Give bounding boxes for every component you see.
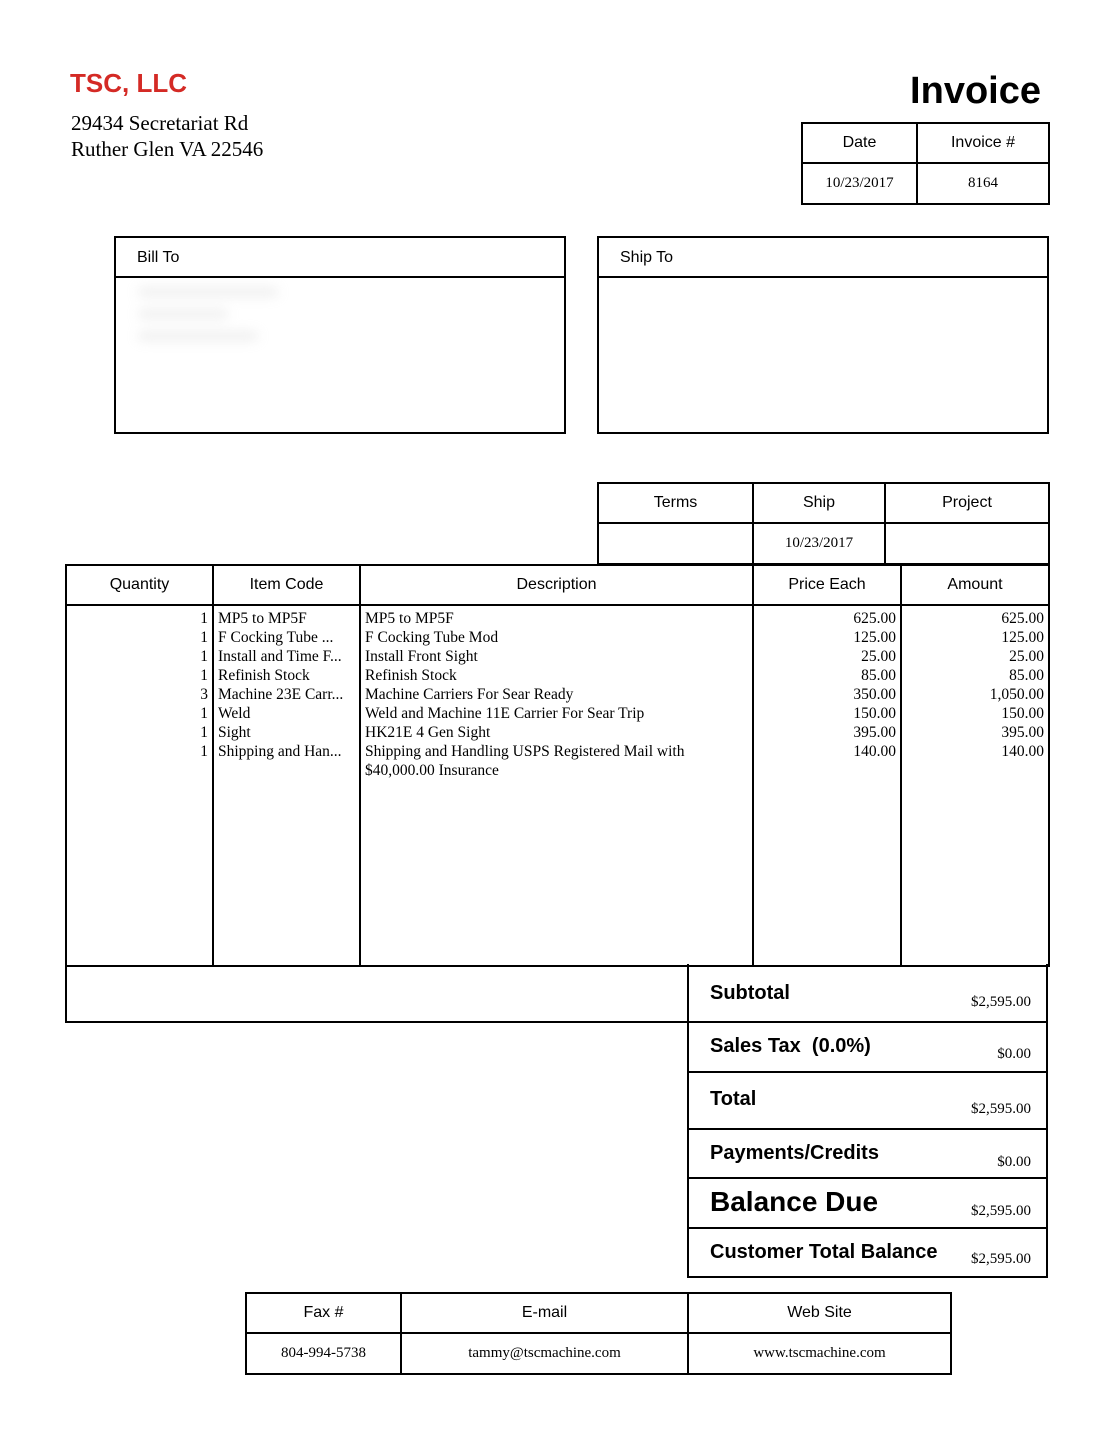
date-header: Date: [802, 123, 917, 163]
customer-balance-label: Customer Total Balance: [710, 1241, 938, 1263]
company-address-line2: Ruther Glen VA 22546: [71, 137, 264, 161]
item-amount: 625.00: [1001, 610, 1044, 627]
invoice-number: 8164: [917, 163, 1049, 204]
item-price: 125.00: [853, 629, 896, 646]
item-code: Install and Time F...: [218, 648, 342, 665]
item-code: Refinish Stock: [218, 667, 310, 684]
customer-balance-row: [689, 1229, 1046, 1276]
item-amount: 85.00: [1009, 667, 1044, 684]
item-code-header: Item Code: [213, 565, 360, 605]
item-price: 350.00: [853, 686, 896, 703]
balance-due-value: $2,595.00: [971, 1203, 1031, 1219]
amount-column: [901, 605, 1049, 966]
item-code: Sight: [218, 724, 251, 741]
total-row: [689, 1073, 1046, 1130]
price-column: [753, 605, 901, 966]
item-qty: 1: [200, 743, 208, 760]
total-label: Total: [710, 1088, 757, 1110]
bill-to-label: Bill To: [116, 238, 564, 278]
memo-box: [65, 964, 689, 1023]
company-name: TSC, LLC: [70, 68, 187, 98]
description-column: [360, 605, 753, 966]
balance-due-row: [689, 1179, 1046, 1229]
item-code: Weld: [218, 705, 251, 722]
item-description: Machine Carriers For Sear Ready: [365, 686, 574, 703]
fax-number: 804-994-5738: [246, 1333, 401, 1374]
item-description: MP5 to MP5F: [365, 610, 454, 627]
item-description: F Cocking Tube Mod: [365, 629, 499, 646]
item-description-continued: $40,000.00 Insurance: [365, 762, 499, 779]
item-amount: 25.00: [1009, 648, 1044, 665]
item-price: 395.00: [853, 724, 896, 741]
ship-to-label: Ship To: [599, 238, 1047, 278]
total-value: $2,595.00: [971, 1101, 1031, 1117]
item-qty: 1: [200, 724, 208, 741]
item-qty: 1: [200, 648, 208, 665]
website-header: Web Site: [688, 1293, 951, 1333]
item-amount: 150.00: [1001, 705, 1044, 722]
terms-value: [598, 523, 753, 564]
subtotal-value: $2,595.00: [971, 994, 1031, 1010]
email-address[interactable]: tammy@tscmachine.com: [401, 1333, 688, 1374]
payments-row: [689, 1130, 1046, 1179]
quantity-header: Quantity: [66, 565, 213, 605]
item-amount: 395.00: [1001, 724, 1044, 741]
terms-header: Terms: [598, 483, 753, 523]
sales-tax-label: Sales Tax (0.0%): [710, 1035, 871, 1057]
sales-tax-value: $0.00: [997, 1046, 1031, 1062]
amount-header: Amount: [901, 565, 1049, 605]
price-each-header: Price Each: [753, 565, 901, 605]
item-amount: 1,050.00: [989, 686, 1044, 703]
email-header: E-mail: [401, 1293, 688, 1333]
totals-summary: [687, 964, 1048, 1278]
balance-due-label: Balance Due: [710, 1186, 879, 1217]
item-qty: 1: [200, 610, 208, 627]
item-description: HK21E 4 Gen Sight: [365, 724, 491, 741]
item-price: 25.00: [861, 648, 896, 665]
subtotal-label: Subtotal: [710, 982, 790, 1004]
redacted-address: [138, 288, 308, 368]
sales-tax-row: [689, 1023, 1046, 1073]
item-code: MP5 to MP5F: [218, 610, 307, 627]
item-amount: 125.00: [1001, 629, 1044, 646]
customer-balance-value: $2,595.00: [971, 1251, 1031, 1267]
item-qty: 3: [200, 686, 208, 703]
item-price: 140.00: [853, 743, 896, 760]
item-code: Shipping and Han...: [218, 743, 342, 760]
invoice-number-header: Invoice #: [917, 123, 1049, 163]
document-title: Invoice: [910, 70, 1041, 112]
item-qty: 1: [200, 705, 208, 722]
bill-to-box: [114, 236, 566, 434]
website-url[interactable]: www.tscmachine.com: [688, 1333, 951, 1374]
description-header: Description: [360, 565, 753, 605]
item-code-column: [213, 605, 360, 966]
quantity-column: [66, 605, 213, 966]
terms-table: [597, 482, 1050, 565]
item-price: 85.00: [861, 667, 896, 684]
item-amount: 140.00: [1001, 743, 1044, 760]
item-price: 625.00: [853, 610, 896, 627]
item-description: Refinish Stock: [365, 667, 457, 684]
item-qty: 1: [200, 629, 208, 646]
project-value: [885, 523, 1049, 564]
fax-header: Fax #: [246, 1293, 401, 1333]
ship-date: 10/23/2017: [753, 523, 885, 564]
item-code: F Cocking Tube ...: [218, 629, 334, 646]
item-qty: 1: [200, 667, 208, 684]
invoice-meta-table: [801, 122, 1050, 205]
item-code: Machine 23E Carr...: [218, 686, 344, 703]
project-header: Project: [885, 483, 1049, 523]
company-address-line1: 29434 Secretariat Rd: [71, 111, 249, 135]
invoice-date: 10/23/2017: [802, 163, 917, 204]
contact-table: [245, 1292, 952, 1375]
ship-to-box: [597, 236, 1049, 434]
item-description: Install Front Sight: [365, 648, 478, 665]
ship-header: Ship: [753, 483, 885, 523]
line-items-table: [65, 564, 1050, 967]
item-price: 150.00: [853, 705, 896, 722]
item-description: Weld and Machine 11E Carrier For Sear Trip: [365, 705, 645, 722]
payments-value: $0.00: [997, 1154, 1031, 1170]
subtotal-row: [689, 964, 1046, 1023]
payments-label: Payments/Credits: [710, 1142, 879, 1164]
item-description: Shipping and Handling USPS Registered Mail with: [365, 743, 685, 760]
